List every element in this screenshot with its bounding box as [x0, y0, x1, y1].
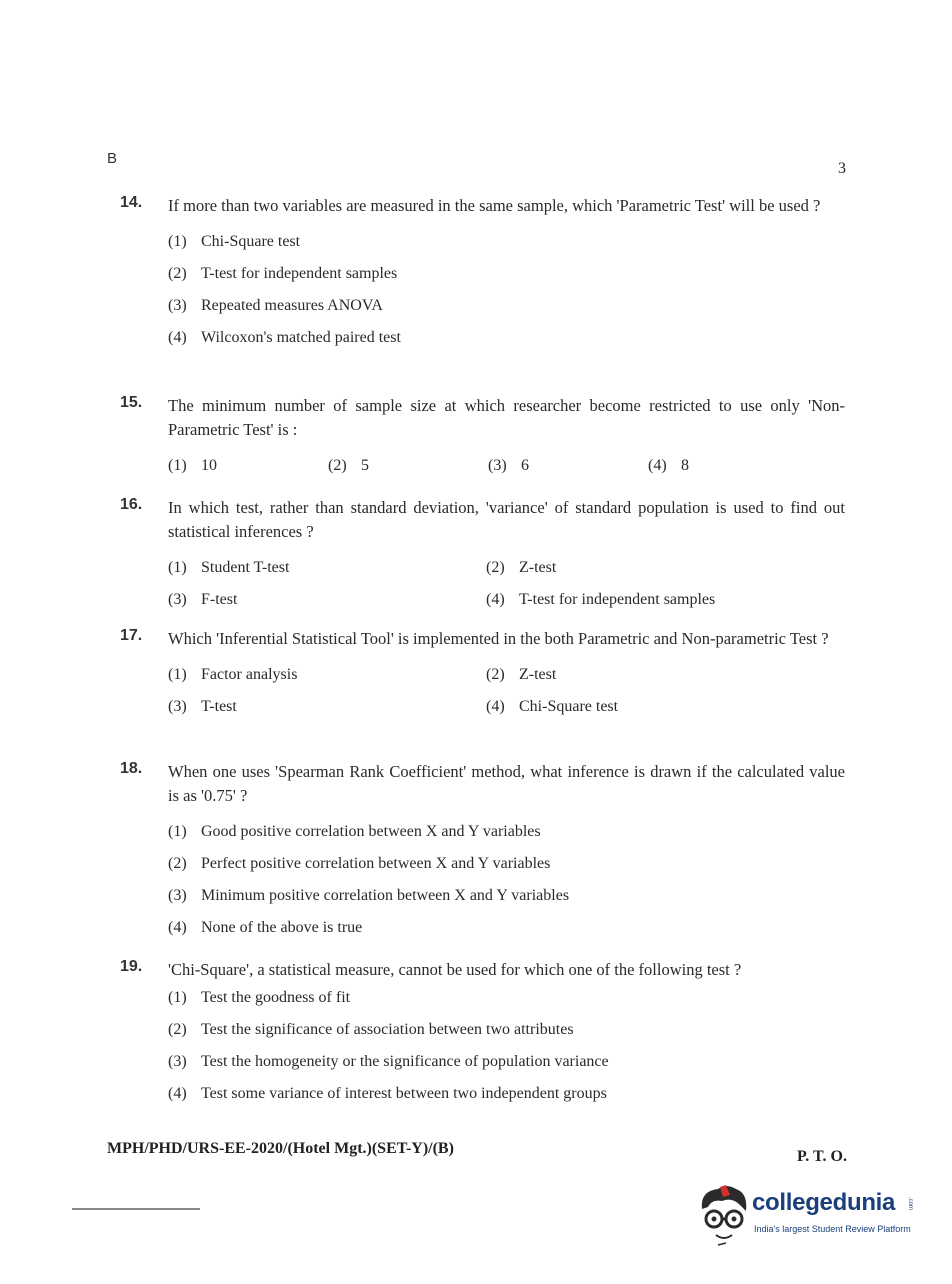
- page-number: 3: [838, 160, 846, 177]
- option: (3) T-test: [168, 698, 237, 715]
- question-text: When one uses 'Spearman Rank Coefficient' method, what inference is drawn if the calculated value is as '0.75' ?: [168, 762, 845, 805]
- collegedunia-logo: [696, 1183, 921, 1253]
- question-18: [120, 760, 845, 944]
- option: (3) Repeated measures ANOVA: [168, 297, 383, 314]
- logo-brand: collegedunia: [752, 1189, 896, 1216]
- option: (3) 6: [488, 457, 529, 474]
- option-list: [168, 659, 845, 723]
- question-14: [120, 194, 845, 354]
- option-list: [168, 450, 845, 482]
- question-number: 16.: [120, 496, 143, 513]
- question-number: 19.: [120, 958, 143, 975]
- option: (3) F-test: [168, 591, 238, 608]
- pto-label: P. T. O.: [797, 1148, 847, 1165]
- option: (4) T-test for independent samples: [486, 591, 716, 608]
- option: (2) T-test for independent samples: [168, 265, 398, 282]
- option: (4) Test some variance of interest between two independent groups: [168, 1085, 607, 1102]
- question-19: [120, 958, 845, 1110]
- option-list: [168, 226, 845, 354]
- mascot-icon: [696, 1183, 752, 1249]
- option: (4) None of the above is true: [168, 919, 363, 936]
- question-text: If more than two variables are measured in the same sample, which 'Parametric Test' will be used ?: [168, 196, 821, 215]
- option: (4) Chi-Square test: [486, 698, 619, 715]
- option: (3) Minimum positive correlation between X and Y variables: [168, 887, 570, 904]
- scan-artifact-line: [72, 1208, 200, 1210]
- option-list: [168, 816, 845, 944]
- option: (1) Chi-Square test: [168, 233, 301, 250]
- option-list: [168, 552, 845, 616]
- question-text: The minimum number of sample size at which researcher become restricted to use only 'Non-Parametric Test' is :: [168, 396, 845, 439]
- question-text: In which test, rather than standard deviation, 'variance' of standard population is used to find out statistical inferences ?: [168, 498, 845, 541]
- option: (1) 10: [168, 457, 217, 474]
- option: (2) Z-test: [486, 559, 557, 576]
- option: (4) 8: [648, 457, 689, 474]
- question-17: [120, 627, 845, 723]
- question-number: 17.: [120, 627, 143, 644]
- option: (1) Test the goodness of fit: [168, 989, 351, 1006]
- question-number: 15.: [120, 394, 143, 411]
- logo-tagline: India's largest Student Review Platform: [754, 1224, 911, 1234]
- option-list: [168, 982, 845, 1110]
- question-text: 'Chi-Square', a statistical measure, cannot be used for which one of the following test ?: [168, 960, 742, 979]
- option: (3) Test the homogeneity or the significance of population variance: [168, 1053, 609, 1070]
- option: (4) Wilcoxon's matched paired test: [168, 329, 401, 346]
- question-number: 18.: [120, 760, 143, 777]
- question-number: 14.: [120, 194, 143, 211]
- option: (1) Good positive correlation between X and Y variables: [168, 823, 541, 840]
- logo-domain: .com: [907, 1197, 913, 1211]
- option: (2) Z-test: [486, 666, 557, 683]
- question-15: [120, 394, 845, 482]
- question-text: Which 'Inferential Statistical Tool' is implemented in the both Parametric and Non-parametric Test ?: [168, 629, 829, 648]
- option: (1) Student T-test: [168, 559, 290, 576]
- option: (2) Perfect positive correlation between X and Y variables: [168, 855, 551, 872]
- option: (1) Factor analysis: [168, 666, 298, 683]
- set-label: B: [107, 150, 118, 167]
- question-16: [120, 496, 845, 616]
- option: (2) Test the significance of association between two attributes: [168, 1021, 574, 1038]
- option: (2) 5: [328, 457, 369, 474]
- exam-code: MPH/PHD/URS-EE-2020/(Hotel Mgt.)(SET-Y)/(B): [107, 1140, 454, 1157]
